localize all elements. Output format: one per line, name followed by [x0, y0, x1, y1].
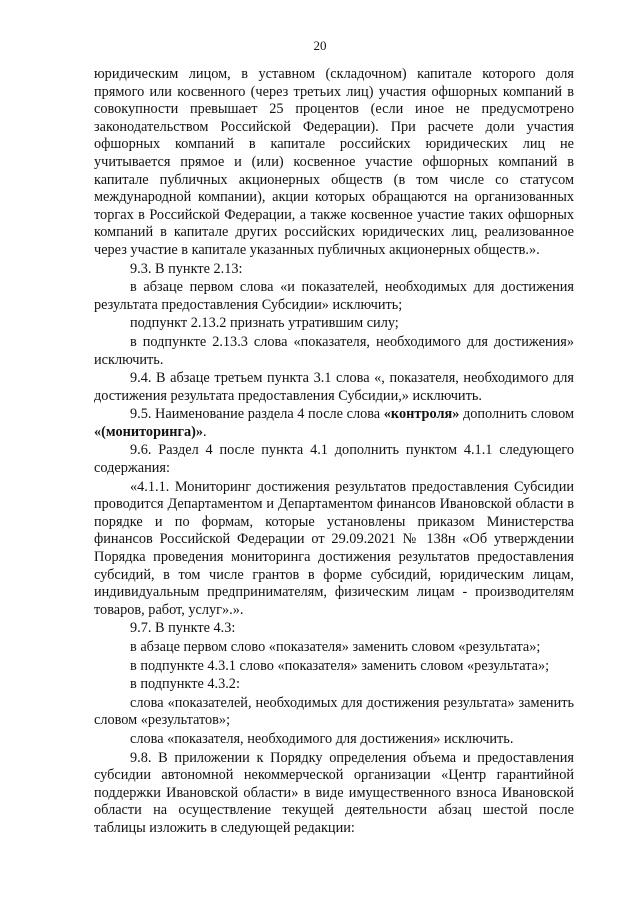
- paragraph-9-8: 9.8. В приложении к Порядку определения объема и предоставления субсидии автономной некоммерческой организации «Центр гарантийной поддержки Ивановской области» в виде имущественного взноса Ивановской области на осуществление текущей деятельности абзац шестой после таблицы изложить в следующей редакции:: [94, 749, 574, 836]
- paragraph-9-4: 9.4. В абзаце третьем пункта 3.1 слова «, показателя, необходимого для достижения результата предоставления Субсидии,» исключить.: [94, 370, 574, 404]
- paragraph-9-3-item-2: подпункт 2.13.2 признать утратившим силу;: [130, 315, 399, 332]
- paragraph-9-5-mid: дополнить словом: [459, 406, 574, 423]
- document-body: [94, 66, 574, 838]
- paragraph-9-5-bold-2: «(мониторинга)»: [94, 423, 204, 440]
- paragraph-9-3: 9.3. В пункте 2.13:: [130, 260, 243, 277]
- page-number: 20: [313, 38, 327, 53]
- paragraph-9-3-item-3: в подпункте 2.13.3 слова «показателя, необходимого для достижения» исключить.: [94, 333, 574, 368]
- paragraph-9-6: 9.6. Раздел 4 после пункта 4.1 дополнить пунктом 4.1.1 следующего содержания:: [94, 442, 574, 477]
- paragraph-9-7-item-2: в подпункте 4.3.1 слово «показателя» заменить словом «результата»;: [130, 657, 550, 674]
- paragraph-9-7-item-5: слова «показателя, необходимого для достижения» исключить.: [130, 730, 514, 747]
- paragraph-9-7: 9.7. В пункте 4.3:: [130, 620, 236, 637]
- paragraph-9-7-item-4: слова «показателей, необходимых для достижения результата» заменить словом «результатов»;: [94, 694, 574, 729]
- paragraph-9-3-item-1: в абзаце первом слова «и показателей, необходимых для достижения результата предоставления Субсидии» исключить;: [94, 279, 574, 313]
- paragraph-9-5-bold-1: «контроля»: [383, 406, 460, 423]
- paragraph-4-1-1-quote: «4.1.1. Мониторинг достижения результатов предоставления Субсидии проводится Департаментом и Департаментом финансов Ивановской области в порядке и по формам, которые установлены приказом Министерства финансов Российской Федерации от 29.09.2021 № 138н «Об утверждении Порядка проведения мониторинга достижения результатов предоставления субсидий, в том числе грантов в форме субсидий, юридическим лицам, индивидуальным предпринимателям, физическим лицам - производителям товаров, работ, услуг».».: [94, 478, 574, 618]
- paragraph-9-7-item-1: в абзаце первом слово «показателя» заменить словом «результата»;: [130, 639, 541, 655]
- paragraph-9-7-item-3: в подпункте 4.3.2:: [130, 676, 240, 693]
- paragraph-9-5: [94, 406, 574, 441]
- paragraph-continuation: юридическим лицом, в уставном (складочном) капитале которого доля прямого или косвенного (через третьих лиц) участия офшорных компаний в совокупности превышает 25 процентов (если иное не предусмотрено законодательством Российской Федерации). При расчете доли участия офшорных компаний в капитале российских юридических лиц не учитывается прямое и (или) косвенное участие офшорных компаний в капитале публичных акционерных обществ (в том числе со статусом международной компании), акции которых обращаются на организованных торгах в Российской Федерации, а также косвенное участие таких офшорных компаний в капитале других российских юридических лиц, реализованное через участие в капитале указанных публичных акционерных обществ.».: [94, 66, 574, 258]
- paragraph-9-5-pre: 9.5. Наименование раздела 4 после слова: [130, 406, 384, 423]
- paragraph-9-5-post: .: [203, 423, 207, 440]
